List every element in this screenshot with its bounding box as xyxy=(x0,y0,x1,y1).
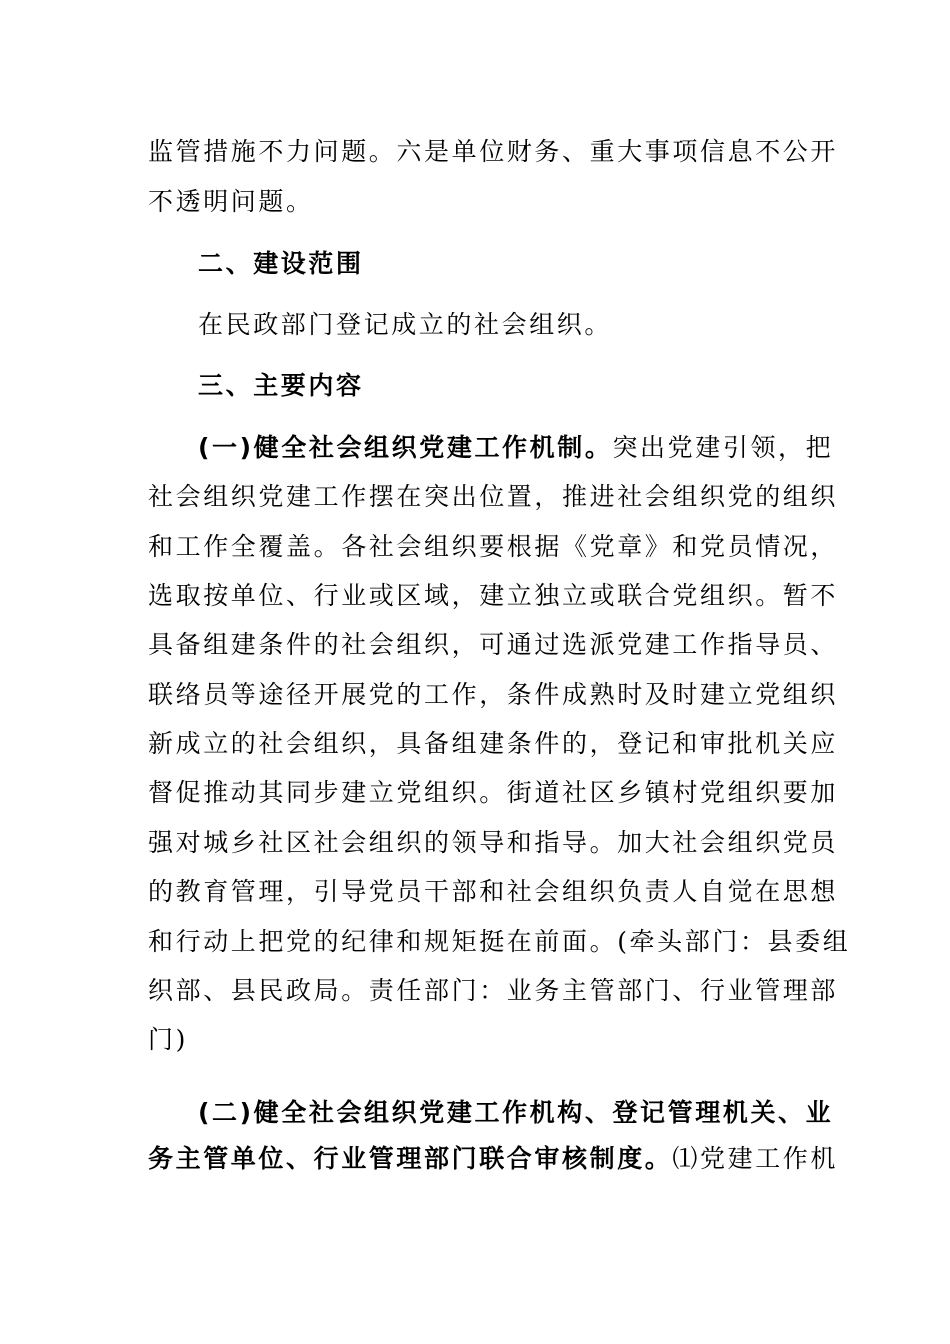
section-2-heading: 二、建设范围 xyxy=(198,249,364,278)
item-2-title-line-2: 务主管单位、行业管理部门联合审核制度。 xyxy=(148,1144,673,1173)
intro-line-1: 监管措施不力问题。六是单位财务、重大事项信息不公开 xyxy=(148,137,839,166)
item-1-line: 强对城乡社区社会组织的领导和指导。加大社会组织党员 xyxy=(148,828,839,857)
section-2-text: 在民政部门登记成立的社会组织。 xyxy=(198,310,613,339)
item-2-title-line-1: (二)健全社会组织党建工作机构、登记管理机关、业 xyxy=(198,1098,834,1127)
item-1-title: (一)健全社会组织党建工作机制。 xyxy=(198,433,613,462)
section-3-heading: 三、主要内容 xyxy=(198,371,364,400)
item-1-line: 社会组织党建工作摆在突出位置，推进社会组织党的组织 xyxy=(148,482,839,511)
item-2-second-line-rest: ⑴党建工作机 xyxy=(672,1144,839,1173)
item-1-line: 织部、县民政局。责任部门：业务主管部门、行业管理部 xyxy=(148,976,839,1005)
intro-line-2: 不透明问题。 xyxy=(148,187,314,216)
item-1-line: 选取按单位、行业或区域，建立独立或联合党组织。暂不 xyxy=(148,581,839,610)
item-1-first-line-rest: 突出党建引领，把 xyxy=(612,433,834,462)
item-1-line: 门) xyxy=(148,1025,188,1054)
item-1-line: 和行动上把党的纪律和规矩挺在前面。(牵头部门：县委组 xyxy=(148,927,851,956)
item-1-line: 的教育管理，引导党员干部和社会组织负责人自觉在思想 xyxy=(148,877,839,906)
item-1-line: 督促推动其同步建立党组织。街道社区乡镇村党组织要加 xyxy=(148,778,839,807)
item-1-line: 和工作全覆盖。各社会组织要根据《党章》和党员情况， xyxy=(148,532,839,561)
item-1-line: 新成立的社会组织，具备组建条件的，登记和审批机关应 xyxy=(148,729,839,758)
item-2-second-line xyxy=(148,1141,839,1177)
item-1-line: 联络员等途径开展党的工作，条件成熟时及时建立党组织 xyxy=(148,680,839,709)
item-1-first-line xyxy=(198,430,834,466)
item-1-line: 具备组建条件的社会组织，可通过选派党建工作指导员、 xyxy=(148,630,839,659)
